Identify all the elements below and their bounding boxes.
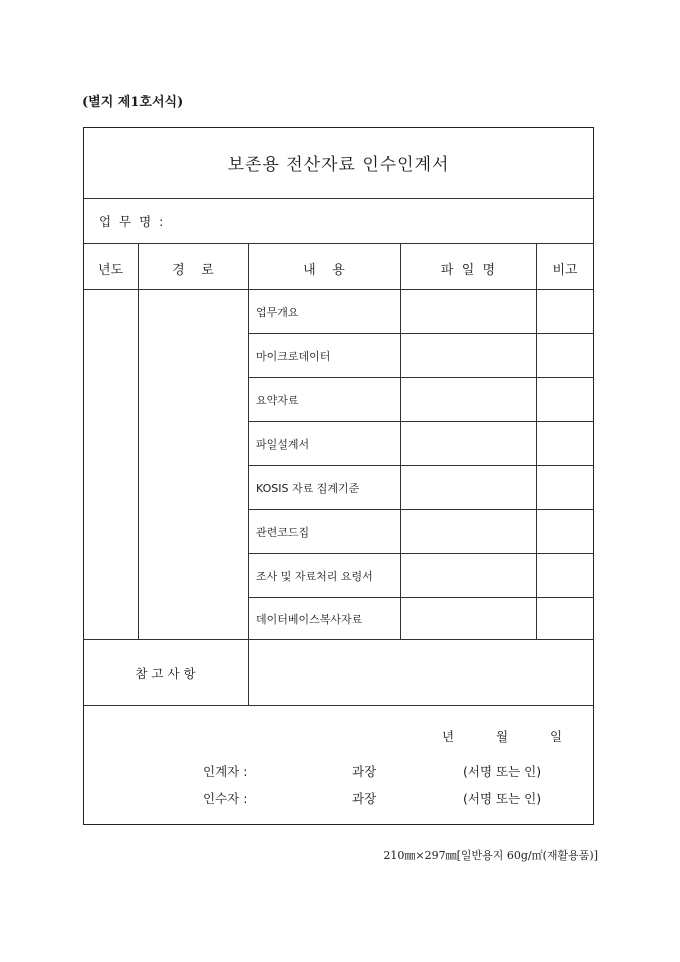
form-frame [83, 127, 594, 825]
handover-role-label: 인계자 : [203, 764, 248, 779]
col-divider-year [138, 243, 139, 639]
remarks-label: 참 고 사 항 [135, 666, 196, 681]
paper-spec-footer: 210㎜×297㎜[일반용지 60g/㎡(재활용품)] [383, 849, 598, 862]
handover-title-label: 과장 [352, 764, 377, 779]
receiver-sign-label: (서명 또는 인) [463, 791, 542, 806]
content-item: 요약자료 [256, 394, 299, 407]
content-item: 조사 및 자료처리 요령서 [256, 570, 373, 583]
header-content: 내 용 [303, 263, 345, 278]
divider-row-4 [248, 465, 594, 466]
task-name-label: 업 무 명 : [99, 214, 166, 229]
col-divider-content [400, 243, 401, 639]
divider-row-5 [248, 509, 594, 510]
content-item: 파일설계서 [256, 438, 310, 451]
header-year: 년도 [97, 263, 124, 278]
col-divider-filename [536, 243, 537, 639]
divider-row-1 [248, 333, 594, 334]
divider-table-bottom [83, 639, 594, 640]
receiver-title-label: 과장 [352, 791, 377, 806]
divider-taskname [83, 243, 594, 244]
content-item: 데이터베이스복사자료 [256, 613, 363, 626]
handover-sign-label: (서명 또는 인) [463, 764, 542, 779]
divider-row-2 [248, 377, 594, 378]
divider-row-7 [248, 597, 594, 598]
date-day-label: 일 [550, 729, 563, 744]
content-item: KOSIS 자료 집계기준 [256, 482, 360, 495]
divider-header [83, 289, 594, 290]
document-title: 보존용 전산자료 인수인계서 [227, 155, 450, 175]
col-divider-route [248, 243, 249, 705]
divider-remarks [83, 705, 594, 706]
content-item: 업무개요 [256, 306, 299, 319]
divider-row-6 [248, 553, 594, 554]
divider-row-3 [248, 421, 594, 422]
content-item: 마이크로데이터 [256, 350, 331, 363]
form-number-label: (별지 제1호서식) [82, 95, 184, 110]
header-note: 비고 [552, 263, 578, 278]
date-year-label: 년 [442, 729, 455, 744]
header-filename: 파 일 명 [440, 263, 496, 278]
divider-title [83, 198, 594, 199]
header-route: 경 로 [172, 263, 214, 278]
receiver-role-label: 인수자 : [203, 791, 248, 806]
content-item: 관련코드집 [256, 526, 310, 539]
date-month-label: 월 [496, 729, 509, 744]
